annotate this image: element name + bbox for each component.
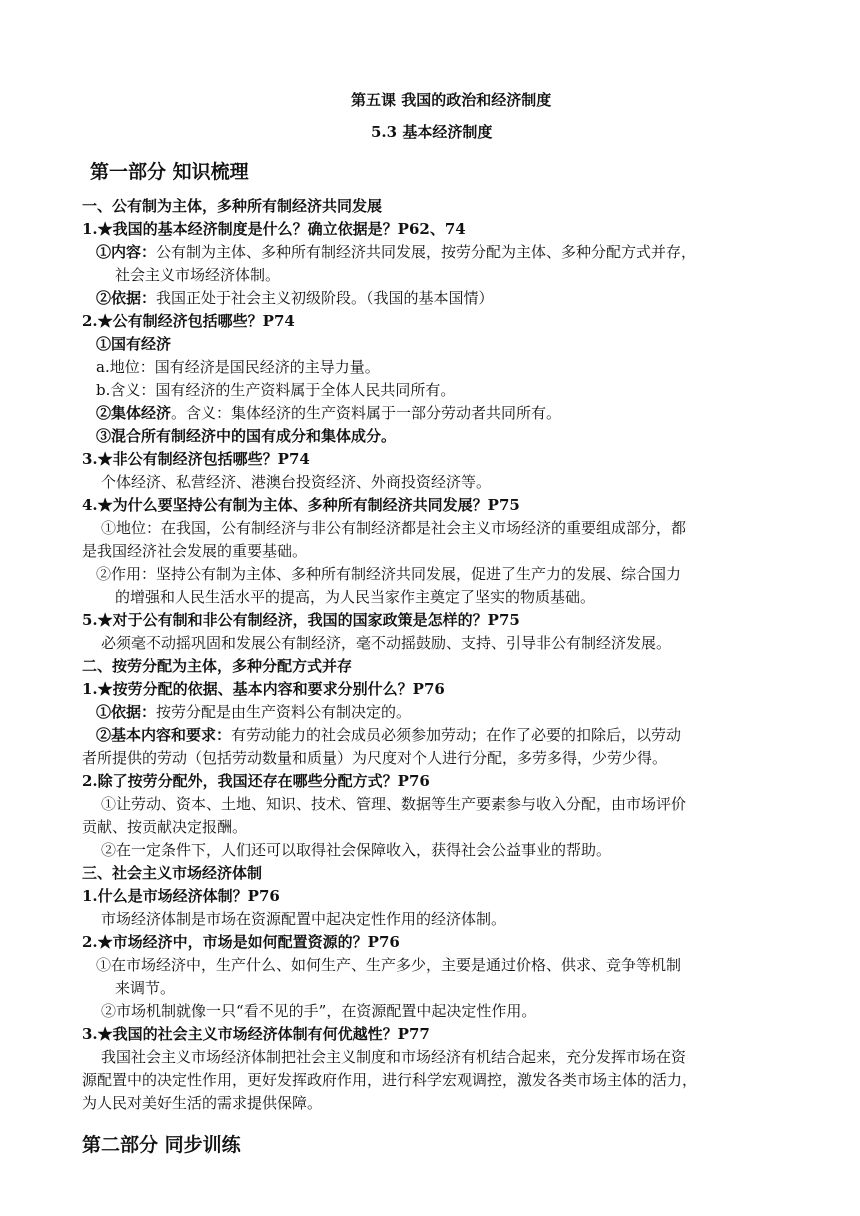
answer-line: a.地位：国有经济是国民经济的主导力量。 xyxy=(96,358,380,376)
answer-line: ②作用：坚持公有制为主体、多种所有制经济共同发展，促进了生产力的发展、综合国力 xyxy=(96,565,682,583)
answer-line: ③混合所有制经济中的国有成分和集体成分。 xyxy=(96,427,397,445)
question: 1.★我国的基本经济制度是什么？确立依据是？P62、74 xyxy=(82,220,466,238)
answer-line: ①地位：在我国，公有制经济与非公有制经济都是社会主义市场经济的重要组成部分，都 xyxy=(101,519,687,537)
answer-text: 。含义：集体经济的生产资料属于一部分劳动者共同所有。 xyxy=(171,404,562,422)
answer-label: ②集体经济 xyxy=(96,404,172,422)
answer-line: ②市场机制就像一只“看不见的手”，在资源配置中起决定性作用。 xyxy=(101,1002,537,1020)
answer-label: ①内容： xyxy=(96,243,157,261)
question: 4.★为什么要坚持公有制为主体、多种所有制经济共同发展？P75 xyxy=(82,496,520,514)
answer-line: ①国有经济 xyxy=(96,335,172,353)
answer-line xyxy=(96,287,494,309)
answer-line: 为人民对美好生活的需求提供保障。 xyxy=(82,1094,323,1112)
question: 3.★我国的社会主义市场经济体制有何优越性？P77 xyxy=(82,1025,430,1043)
section-heading: 二、按劳分配为主体，多种分配方式并存 xyxy=(82,657,353,675)
answer-text: 按劳分配是由生产资料公有制决定的。 xyxy=(156,703,412,721)
answer-line: b.含义：国有经济的生产资料属于全体人民共同所有。 xyxy=(96,381,456,399)
answer-line: 个体经济、私营经济、港澳台投资经济、外商投资经济等。 xyxy=(101,473,492,491)
answer-line: 贡献、按贡献决定报酬。 xyxy=(82,818,248,836)
answer-label: ②依据： xyxy=(96,289,157,307)
answer-line: 社会主义市场经济体制。 xyxy=(115,266,281,284)
question: 2.★市场经济中，市场是如何配置资源的？P76 xyxy=(82,933,400,951)
answer-line: 市场经济体制是市场在资源配置中起决定性作用的经济体制。 xyxy=(101,910,507,928)
answer-line: 的增强和人民生活水平的提高，为人民当家作主奠定了坚实的物质基础。 xyxy=(115,588,596,606)
part-two-heading: 第二部分 同步训练 xyxy=(82,1134,241,1156)
answer-text: 我国正处于社会主义初级阶段。（我国的基本国情） xyxy=(156,289,494,307)
answer-line: ②在一定条件下，人们还可以取得社会保障收入，获得社会公益事业的帮助。 xyxy=(101,841,612,859)
answer-line xyxy=(96,241,696,263)
answer-line xyxy=(96,701,411,723)
document-title: 第五课 我国的政治和经济制度 xyxy=(351,91,552,109)
answer-text: 有劳动能力的社会成员必须参加劳动；在作了必要的扣除后，以劳动 xyxy=(231,726,682,744)
part-one-heading: 第一部分 知识梳理 xyxy=(90,161,249,183)
answer-line xyxy=(96,724,681,746)
answer-label: ①依据： xyxy=(96,703,157,721)
answer-line: ①让劳动、资本、土地、知识、技术、管理、数据等生产要素参与收入分配，由市场评价 xyxy=(101,795,687,813)
answer-line: 是我国经济社会发展的重要基础。 xyxy=(82,542,308,560)
answer-text: 公有制为主体、多种所有制经济共同发展，按劳分配为主体、多种分配方式并存， xyxy=(156,243,697,261)
answer-line: 源配置中的决定性作用，更好发挥政府作用，进行科学宏观调控，激发各类市场主体的活力， xyxy=(82,1071,698,1089)
question: 1.什么是市场经济体制？P76 xyxy=(82,887,280,905)
answer-line: ①在市场经济中，生产什么、如何生产、生产多少，主要是通过价格、供求、竞争等机制 xyxy=(96,956,682,974)
answer-line: 者所提供的劳动（包括劳动数量和质量）为尺度对个人进行分配，多劳多得，少劳少得。 xyxy=(82,749,668,767)
document-subtitle: 5.3 基本经济制度 xyxy=(371,123,493,141)
answer-label: ②基本内容和要求： xyxy=(96,726,232,744)
section-heading: 一、公有制为主体，多种所有制经济共同发展 xyxy=(82,197,383,215)
question: 3.★非公有制经济包括哪些？P74 xyxy=(82,450,310,468)
answer-line: 必须毫不动摇巩固和发展公有制经济，毫不动摇鼓励、支持、引导非公有制经济发展。 xyxy=(101,634,672,652)
section-heading: 三、社会主义市场经济体制 xyxy=(82,864,263,882)
answer-line: 我国社会主义市场经济体制把社会主义制度和市场经济有机结合起来，充分发挥市场在资 xyxy=(101,1048,687,1066)
question: 2.★公有制经济包括哪些？P74 xyxy=(82,312,295,330)
answer-line: 来调节。 xyxy=(115,979,176,997)
question: 1.★按劳分配的依据、基本内容和要求分别什么？P76 xyxy=(82,680,445,698)
question: 2.除了按劳分配外，我国还存在哪些分配方式？P76 xyxy=(82,772,430,790)
question: 5.★对于公有制和非公有制经济，我国的国家政策是怎样的？P75 xyxy=(82,611,520,629)
answer-line xyxy=(96,402,561,424)
